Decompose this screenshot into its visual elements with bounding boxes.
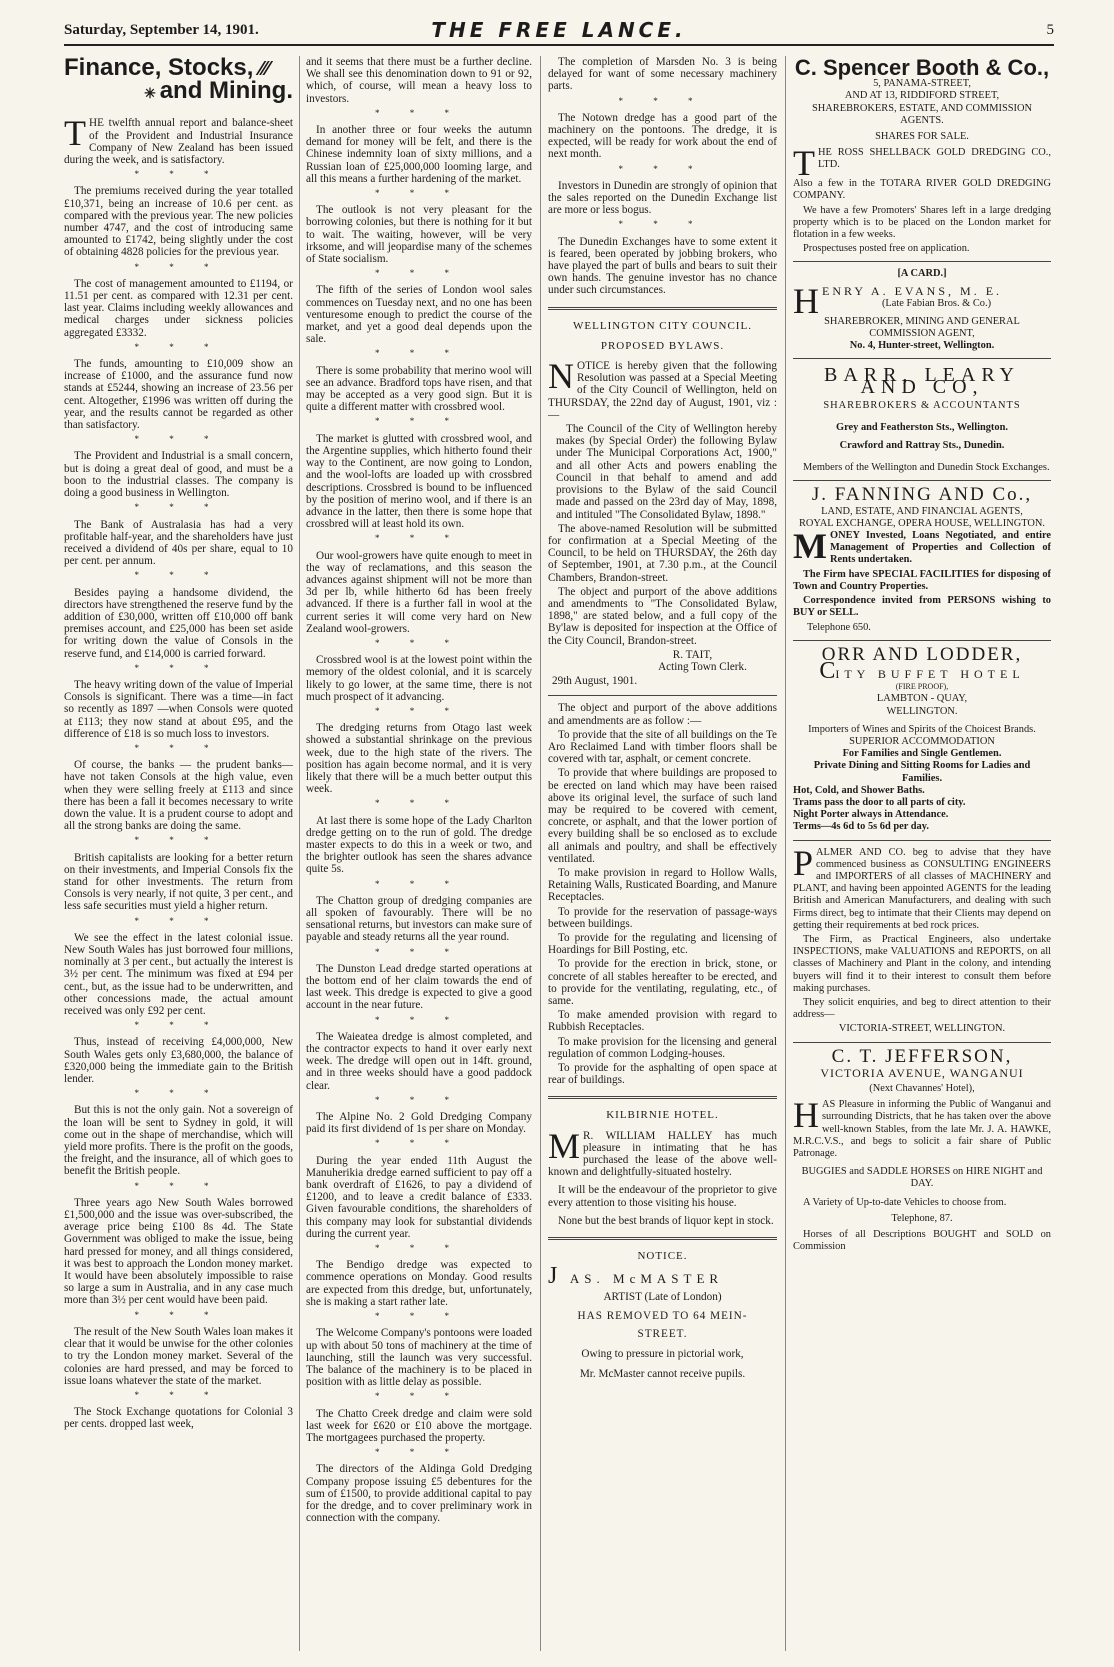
spencer-shares: SHARES FOR SALE. [875,131,969,143]
barr-address: Grey and Featherston Sts., Wellington. [836,421,1008,433]
article-paragraph: and it seems that there must be a further decline. We shall see this denomination down to 91 or 92, which, of course, will mean a heavy loss to investors. [306,56,532,105]
separator-stars: * * * [375,946,463,957]
spencer-address: AND AT 13, RIDDIFORD STREET, [844,90,1000,102]
spencer-posted: Prospectuses posted free on application. [803,243,970,255]
jefferson-address: VICTORIA AVENUE, WANGANUI [820,1065,1024,1080]
palmer-address: VICTORIA-STREET, WELLINGTON. [838,1023,1006,1035]
jefferson-next: (Next Chavannes' Hotel), [869,1083,975,1094]
notice-paragraph: The above-named Resolution will be submitted for confirmation at a Special Meeting of the Council, to be held on THURSDAY, the 26th day of September, 1901, at 7.30 p.m., at the Council Chambers, Brandon-street. [548,522,777,584]
divider [548,695,777,696]
council-heading: WELLINGTON CITY COUNCIL. [573,319,752,332]
newspaper-title: THE FREE LANCE. [431,18,687,42]
notice-paragraph: The Council of the City of Wellington hereby makes (by Special Order) the following Bylaw under The Municipal Corporations Act, 1900," and all other Acts and powers enabling the Council in that behalf to amend and add provisions to the Bylaw of the said Council made and passed on the 23rd day of May, 1898, and intituled "The Consolidated Bylaw, 1898." [556,423,777,521]
orr-line: Hot, Cold, and Shower Baths. [793,784,925,796]
separator-stars: * * * [134,434,223,445]
finance-column-continued [306,56,532,1656]
fanning-description: LAND, ESTATE, AND FINANCIAL AGENTS, [821,505,1023,517]
separator-stars: * * * [375,705,463,716]
article-paragraph: Three years ago New South Wales borrowed £1,500,000 and the issue was over-subscribed, the average price being £100 8s 4d. The State Government was obliged to make the issue, being hard pressed for money, and all things considered, it was best to approach the London money market. It would have been absolutely impossible to raise so large a sum in Australia, and in any case much more than 3½ per cent would have been paid. [64,1196,293,1307]
drop-cap: M [793,526,827,567]
separator-stars: * * * [375,878,463,889]
separator-stars: * * * [134,915,223,926]
column-rule [299,56,300,1651]
spencer-ross: THE ROSS SHELLBACK GOLD DREDGING CO., LTD. [793,143,1051,184]
separator-stars: * * * [618,95,707,106]
divider [793,480,1051,481]
fanning-address: ROYAL EXCHANGE, OPERA HOUSE, WELLINGTON. [799,517,1045,529]
hotel-paragraph: It will be the endeavour of the proprietor to give every attention to those visiting his house. [548,1184,777,1209]
artist-line: ARTIST (Late of London) [603,1291,722,1304]
article-paragraph: The dredging returns from Otago last week showed a substantial shrinkage on the previous week, due to the high state of the rivers. The position has again become normal, and it is very likely that there will be a much better output this week. [306,722,532,796]
spencer-totara: Also a few in the TOTARA RIVER GOLD DREDGING COMPANY. [793,178,1051,202]
drop-cap: N [548,356,574,397]
separator-stars: * * * [375,1311,463,1322]
notice-paragraph: The object and purport of the above additions and amendments are as follow :— [548,702,777,727]
separator-stars: * * * [375,533,463,544]
article-paragraph: Of course, the banks — the prudent banks—have not taken Consols at the high value, even when they were selling freely at £113 and since there has been a fall it becomes necessary to write down the value. It is a prudent course to adopt and all the strong banks are doing the same. [64,759,293,833]
orr-line: Importers of Wines and Spirits of the Choicest Brands. [808,723,1036,735]
fanning-telephone: Telephone 650. [807,621,871,633]
drop-cap: H [793,280,819,321]
notice-heading: NOTICE. [637,1250,688,1263]
drop-cap: T [793,143,815,184]
section-subtitle: ✳ and Mining. [144,77,293,105]
article-paragraph: The Welcome Company's pontoons were loaded up with about 50 tons of machinery at the time of launching, still the launch was very successful. The balance of the machinery is to be placed in position with as little delay as possible. [306,1327,532,1389]
artist-line: Mr. McMaster cannot receive pupils. [579,1368,746,1381]
bylaw-item: To provide for the erection in brick, stone, or concrete of all stables hereafter to be erected, and to provide for the ventilating, regulating, etc., of same. [548,958,777,1008]
separator-stars: * * * [134,1389,223,1400]
separator-stars: * * * [134,261,223,272]
signer-title: Acting Town Clerk. [658,660,747,673]
separator-stars: * * * [134,662,223,673]
article-paragraph: The completion of Marsden No. 3 is being delayed for want of some necessary machinery parts. [548,56,777,93]
fanning-paragraph: The Firm have SPECIAL FACILITIES for disposing of Town and Country Properties. [793,568,1051,592]
separator-stars: * * * [375,107,463,118]
bylaw-item: To provide for the asphalting of open space at rear of buildings. [548,1062,777,1087]
article-paragraph: Crossbred wool is at the lowest point within the memory of the oldest colonial, and it is scarcely likely to go lower, at the same time, there is not much prospect of it advancing. [306,654,532,703]
spencer-address: 5, PANAMA-STREET, [873,78,971,90]
issue-date: Saturday, September 14, 1901. [64,22,259,38]
separator-stars: * * * [375,1014,463,1025]
drop-cap: T [64,113,86,154]
divider [793,261,1051,262]
article-paragraph: The outlook is not very pleasant for the borrowing colonies, but there is nothing for it but to wait. The waiting, however, will be very irksome, and will jeopardise many of the schemes of State socialism. [306,204,532,266]
article-paragraph: The directors of the Aldinga Gold Dredging Company propose issuing £5 debentures for the sum of £1500, to provide additional capital to pay for the dredge, and to cover preliminary work in connection with the company. [306,1463,532,1525]
article-paragraph: The funds, amounting to £10,009 show an increase of £1000, and the assurance fund now stands at £5244, showing an increase of 23.56 per cent. Altogether, £1996 was written off during the year, and the results cannot be regarded as other than satisfactory. [64,358,293,432]
article-paragraph: Our wool-growers have quite enough to meet in the way of reclamations, and this season the advances against shipment will not be more than 3d per lb, while hitherto 6d has been freely advanced. If there is a further fall in wool at the current series it will come very hard on New Zealand wool-growers. [306,549,532,635]
divider [793,358,1051,359]
jefferson-paragraph: HAS Pleasure in informing the Public of Wanganui and surrounding Districts, that he has taken over the above well-known Stables, from the late Mr. J. A. HAWKE, M.R.C.V.S., and begs to solicit a fair share of Public Patronage. [793,1095,1051,1160]
separator-stars: * * * [134,835,223,846]
article-paragraph: The Bendigo dredge was expected to commence operations on Monday. Good results are expected from this dredge, but, unfortunately, she is making a start rather late. [306,1259,532,1308]
masthead [64,18,1054,46]
bylaw-item: To provide that where buildings are proposed to be erected on land which may have been raised above its original level, the surface of such land may be required to be covered with cement, concrete, or asphalt, and that the lower portion of every building shall be so enclosed as to exclude all animals and poultry, and shall be effectively ventilated. [548,767,777,865]
orr-line: Terms—4s 6d to 5s 6d per day. [793,821,929,833]
article-paragraph: The Dunedin Exchanges have to some extent it is feared, been operated by jobbing brokers, who have played the part of bulls and bears to suit their own hands. The genuine investor has no chance under such circumstances. [548,235,777,297]
artist-line: Owing to pressure in pictorial work, [581,1348,744,1361]
separator-stars: * * * [375,798,463,809]
palmer-paragraph: They solicit enquiries, and beg to direct attention to their address— [793,996,1051,1021]
article-paragraph: THE twelfth annual report and balance-sheet of the Provident and Industrial Insurance Company of New Zealand has been issued during the week, and is satisfactory. [64,113,293,167]
jefferson-variety: A Variety of Up-to-date Vehicles to choose from. [803,1196,1007,1208]
article-paragraph: The Notown dredge has a good part of the machinery on the pontoons. The dredge, it is expected, will be ready for work about the end of next month. [548,111,777,161]
bylaws-heading: PROPOSED BYLAWS. [600,339,725,352]
article-paragraph: The Provident and Industrial is a small concern, but is doing a great deal of good, and must be a boon to the industrial classes. The company is doing a good business in Wellington. [64,450,293,500]
bylaw-item: To make provision in regard to Hollow Walls, Retaining Walls, Rusticated Boarding, and Manure Receptacles. [548,866,777,904]
orr-hotel-heading: CITY BUFFET HOTEL [819,657,1025,684]
article-paragraph: The Chatton group of dredging companies are all spoken of favourably. There will be no sensational returns, but investors can make sure of payable and steady returns all the year round. [306,894,532,944]
section-divider [548,1096,777,1099]
spencer-promo: We have a few Promoters' Shares left in a large dredging property which is to be placed on the London market for flotation in a few weeks. [793,204,1051,241]
jefferson-horses: Horses of all Descriptions BOUGHT and SOLD on Commission [793,1229,1051,1253]
section-title: Finance, Stocks, ⁄⁄⁄ [64,56,270,81]
column-rule [540,56,541,1651]
jefferson-buggies: BUGGIES and SADDLE HORSES on HIRE NIGHT and DAY. [801,1166,1043,1190]
separator-stars: * * * [134,1180,223,1191]
article-paragraph: Thus, instead of receiving £4,000,000, New South Wales gets only £3,680,000, the balance of £320,000 being the immediate gain to the British lender. [64,1036,293,1086]
drop-cap: P [793,842,814,883]
finance-column [64,56,293,1656]
section-divider [548,307,777,310]
article-paragraph: The Bank of Australasia has had a very profitable half-year, and the shareholders have just received a dividend of 40s per share, equal to 10 per cent. per annum. [64,518,293,568]
article-paragraph: There is some probability that merino wool will see an advance. Bradford tops have risen, and that may be accepted as a very good sign. But it is quite a different matter with crossbred wool. [306,364,532,414]
page-number: 5 [1046,22,1054,38]
palmer-paragraph: The Firm, as Practical Engineers, also undertake INSPECTIONS, make VALUATIONS and REPORTS, on all classes of Machinery and Plant in the colony, and intending buyers will find it to their interest to consult them before making purchases. [793,933,1051,994]
separator-stars: * * * [618,219,707,230]
article-paragraph: We see the effect in the latest colonial issue. New South Wales has just borrowed four millions, nominally at 3 per cent., but actually the interest is 3½ per cent. The minimum was fixed at £94 per cent., but, as the issue had to be underwritten, and other concessions made, the actual amount received was only £92 per cent. [64,931,293,1018]
separator-stars: * * * [134,169,223,180]
separator-stars: * * * [134,1020,223,1031]
bylaw-item: To make provision for the licensing and general regulation of common Lodging-houses. [548,1035,777,1060]
article-paragraph: The result of the New South Wales loan makes it clear that it would be unwise for the other colonies to try the London money market. Several of the colonies are hard pressed, and may be forced to issue loans whatever the state of the market. [64,1325,293,1387]
separator-stars: * * * [134,1309,223,1320]
star-ornament-icon: ✳ [144,85,160,102]
notices-column [548,56,777,1656]
separator-stars: * * * [375,1094,463,1105]
article-paragraph: Investors in Dunedin are strongly of opinion that the sales reported on the Dunedin Exchange list are more or less bogus. [548,179,777,217]
article-paragraph: During the year ended 11th August the Manuherikia dredge earned sufficient to pay off a bank overdraft of £1626, to pay a dividend of £1200, and to leave a credit balance of £333. Given favourable conditions, the shareholders of this company may look for substantial dividends during the current year. [306,1154,532,1240]
notice-paragraph: The object and purport of the above additions and amendments to "The Consolidated Bylaw, 1898," are stated below, and a full copy of the By'law is deposited for inspection at the Office of the City Council, Brandon-street. [548,585,777,647]
bylaw-item: To provide for the reservation of passage-ways between buildings. [548,905,777,930]
orr-line: For Families and Single Gentlemen. [842,748,1002,760]
notice-date: 29th August, 1901. [552,675,638,688]
orr-lodder-name: ORR AND LODDER, [821,643,1023,665]
separator-stars: * * * [375,1447,463,1458]
hotel-paragraph: None but the best brands of liquor kept in stock. [558,1214,774,1227]
drop-cap: M [548,1125,581,1166]
column-rule [785,56,786,1651]
article-paragraph: The Waieatea dredge is almost completed, and the contractor expects to hand it over early next week. The dredge will open out in 14ft. ground, and in three weeks should have a good paddock clear. [306,1030,532,1092]
palmer-paragraph: PALMER AND CO. beg to advise that they have commenced business as CONSULTING ENGINEERS and IMPORTERS of all classes of MACHINERY and PLANT, and having been appointed AGENTS for the leading British and American Manufacturers, and dealing with such Firms direct, beg to intimate that their Clients may depend on getting their requirements at bed rock prices. [793,842,1051,931]
article-paragraph: But this is not the only gain. Not a sovereign of the loan will be sent to Sydney in gold, it will come out in the shape of merchandise, which will yield more profits. There is the profit on the goods, the freight, and the insurance, all of which goes to benefit the British people. [64,1104,293,1178]
card-label: [A CARD.] [897,268,947,280]
jefferson-telephone: Telephone, 87. [891,1212,953,1224]
orr-line: Night Porter always in Attendance. [793,809,949,821]
article-paragraph: The heavy writing down of the value of Imperial Consols is significant. There was a time—in fact so recently as 1897 —when Consols were quoted at £113; they now stand at about £95, and the difference of £18 is so much loss to investors. [64,678,293,740]
evans-address: No. 4, Hunter-street, Wellington. [849,340,995,352]
advertisements-column [793,56,1051,1656]
barr-members: Members of the Wellington and Dunedin Stock Exchanges. [803,462,1050,474]
article-paragraph: The Stock Exchange quotations for Colonial 3 per cents. dropped last week, [64,1406,293,1431]
barr-description: SHAREBROKERS & ACCOUNTANTS [823,399,1021,411]
bylaw-item: To provide for the regulating and licensing of Hoardings for Bill Posting, etc. [548,932,777,957]
artist-line: HAS REMOVED TO 64 MEIN- [577,1309,748,1322]
article-paragraph: The Dunston Lead dredge started operations at the bottom end of her claim towards the end of last week. This dredge is expected to give a good account in the near future. [306,962,532,1012]
article-paragraph: At last there is some hope of the Lady Charlton dredge getting on to the run of gold. The dredge master expects to do this in a week or two, and the brighter outlook has seen the shares advance quite 5s. [306,814,532,876]
article-paragraph: The premiums received during the year totalled £10,371, being an increase of 10.6 per cent. as compared with the previous year. The new policies number 4747, and the cost of introducing same amounted to £1742, being slightly under the cost of obtaining 4828 policies for the previous year. [64,185,293,259]
divider [793,640,1051,641]
orr-fire-proof: (FIRE PROOF), [895,682,949,692]
separator-stars: * * * [134,502,223,513]
notice-paragraph: NOTICE is hereby given that the following Resolution was passed at a Special Meeting of the City Council of Wellington, held on THURSDAY, the 22nd day of August, 1901, viz :— [548,356,777,421]
evans-heading: HENRY A. EVANS, M. E. [793,280,1003,321]
spencer-description: SHAREBROKERS, ESTATE, AND COMMISSION AGENTS. [812,102,1032,126]
separator-stars: * * * [375,348,463,359]
drop-cap: H [793,1095,819,1136]
orr-address: WELLINGTON. [886,705,958,717]
section-divider [548,1237,777,1240]
separator-stars: * * * [375,188,463,199]
article-paragraph: The market is glutted with crossbred wool, and the Argentine supplies, which hitherto found their way to the Continent, are now going to London, and the wool-lofts are loaded up with crossbred descriptions. Crossbred is bound to be influenced by the position of merino wool, and if there is an advance in the latter, then there is some hope that crossbred will at least hold its own. [306,432,532,531]
separator-stars: * * * [375,416,463,427]
separator-stars: * * * [134,570,223,581]
fanning-name: J. FANNING AND Co., [811,484,1033,506]
article-paragraph: The Chatto Creek dredge and claim were sold last week for £620 or £10 above the mortgage. The mortgagees purchased the property. [306,1407,532,1444]
bylaw-item: To make amended provision with regard to Rubbish Receptacles. [548,1009,777,1034]
separator-stars: * * * [618,163,707,174]
barr-address: Crawford and Rattray Sts., Dunedin. [839,440,1005,452]
separator-stars: * * * [134,742,223,753]
orr-address: LAMBTON - QUAY, [876,693,968,705]
divider [793,1042,1051,1043]
separator-stars: * * * [375,268,463,279]
divider [793,840,1051,841]
jefferson-name: C. T. JEFFERSON, [831,1045,1013,1067]
fanning-paragraph: Correspondence invited from PERSONS wishing to BUY or SELL. [793,595,1051,619]
separator-stars: * * * [375,637,463,648]
signer-name: R. TAIT, [672,648,713,661]
fanning-paragraph: MONEY Invested, Loans Negotiated, and entire Management of Properties and Collection of Rents undertaken. [793,526,1051,567]
article-paragraph: In another three or four weeks the autumn demand for money will be felt, and there is the Chinese indemnity loan of sixty millions, and a Russian loan of £25,000,000 looming large, and all this means a further hardening of the market. [306,124,532,185]
artist-name: J AS. McMASTER [548,1263,724,1290]
article-paragraph: British capitalists are looking for a better return on their investments, and Imperial Consols fix the stand for other investments. The return from Consols is very nearly, if not quite, 3 per cent., and less safe securities must yield a higher return. [64,851,293,913]
orr-line: Private Dining and Sitting Rooms for Ladies and Families. [813,760,1031,784]
evans-late: (Late Fabian Bros. & Co.) [881,297,992,309]
separator-stars: * * * [134,1088,223,1099]
hotel-paragraph: M R. WILLIAM HALLEY has much pleasure in intimating that he has purchased the lease of the above well-known and delightfully-situated hostelry. [548,1125,777,1179]
orr-line: SUPERIOR ACCOMMODATION [849,735,995,747]
evans-description: SHAREBROKER, MINING AND GENERAL COMMISSION AGENT, [824,315,1020,339]
separator-stars: * * * [375,1391,463,1402]
article-paragraph: The fifth of the series of London wool sales commences on Tuesday next, and no one has been venturesome enough to predict the course of the market, and yet a good deal depends upon the sale. [306,284,532,346]
hotel-heading: KILBIRNIE HOTEL. [606,1109,719,1122]
swoosh-ornament-icon: ⁄⁄⁄ [259,58,270,80]
artist-line: STREET. [637,1327,688,1340]
orr-line: Trams pass the door to all parts of city. [793,796,966,808]
article-paragraph: The cost of management amounted to £1194, or 11.51 per cent. as compared with 12.31 per cent. last year. Claims including weekly allowances and medical charges under sickness policies aggregated £3332. [64,277,293,339]
separator-stars: * * * [375,1243,463,1254]
bylaw-item: To provide that the site of all buildings on the Te Aro Reclaimed Land with timber floors shall be covered with tar, asphalt, or cement concrete. [548,728,777,766]
barr-leary-name: BARR, LEARY AND CO, [823,364,1021,399]
spencer-booth-name: C. Spencer Booth & Co., [794,56,1050,80]
article-paragraph: The Alpine No. 2 Gold Dredging Company paid its first dividend of 1s per share on Monday. [306,1111,532,1136]
separator-stars: * * * [134,341,223,352]
article-paragraph: Besides paying a handsome dividend, the directors have strengthened the reserve fund by the addition of £30,000, written off £10,000 off bank premises account, and £25,000 has been set aside for writing down the value of Consols in the reserve fund, and £14,000 is carried forward. [64,586,293,660]
separator-stars: * * * [375,1138,463,1149]
